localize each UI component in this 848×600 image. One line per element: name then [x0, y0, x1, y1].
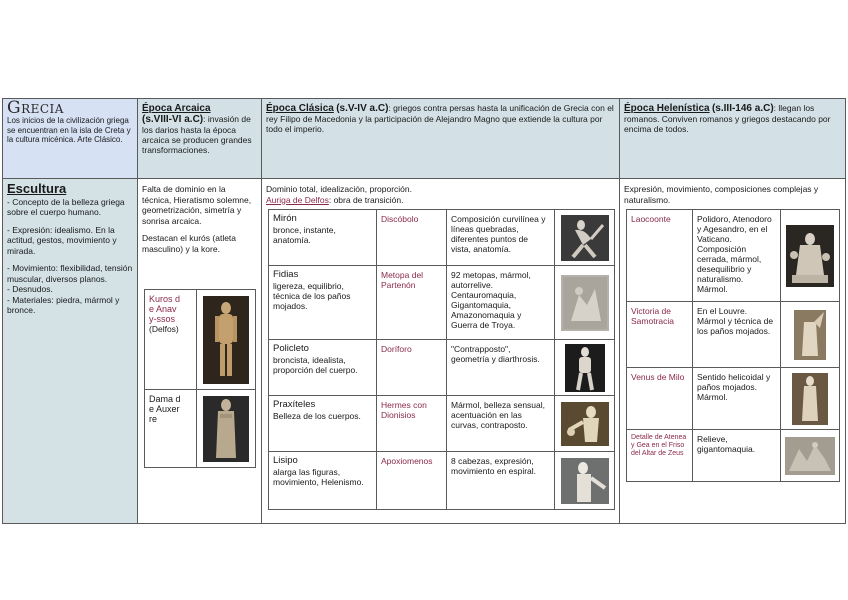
sculptor-traits: Belleza de los cuerpos. — [273, 411, 361, 421]
escultura-point: - Materiales: piedra, mármol y bronce. — [7, 294, 120, 315]
auriga-rest: : obra de transición. — [328, 194, 404, 205]
kuros-image — [203, 296, 249, 384]
table-row — [627, 302, 840, 368]
helenistica-works-table — [626, 209, 840, 482]
clasica-header — [262, 99, 619, 179]
apoxiomenos-image — [561, 458, 609, 504]
helenistica-desc: : llegan los romanos. Conviven romanos y griegos destacando por encima de todos. — [624, 103, 831, 134]
sculptor-name: Mirón — [273, 213, 297, 224]
grecia-column — [3, 99, 138, 523]
arcaica-works-table — [144, 289, 256, 468]
escultura-heading: Escultura — [7, 181, 67, 196]
escultura-point: - Movimiento: flexibilidad, tensión muscular, diversos planos. — [7, 263, 133, 284]
sculptor-traits: bronce, instante, anatomía. — [273, 225, 336, 245]
grecia-header — [3, 99, 137, 179]
discobolo-image — [561, 215, 609, 261]
sculptor-name: Fidias — [273, 269, 299, 280]
sculptor-name: Policleto — [273, 343, 309, 354]
sculptor-traits: alarga las figuras, movimiento, Helenismo. — [273, 467, 364, 487]
table-row — [269, 340, 615, 396]
auriga-link: Auriga de Delfos — [266, 194, 329, 205]
table-row — [627, 430, 840, 482]
hermes-image — [561, 402, 609, 446]
clasica-column — [262, 99, 620, 523]
clasica-works-table — [268, 209, 615, 510]
arcaica-era: Época Arcaica — [142, 103, 211, 114]
escultura-point: - Concepto de la belleza griega sobre el cuerpo humano. — [7, 196, 125, 217]
sculptor-traits: broncista, idealista, proporción del cuerpo. — [273, 355, 358, 375]
dama-auxerre-image — [203, 396, 249, 462]
helenistica-header — [620, 99, 845, 179]
work-name: Doríforo — [381, 344, 412, 354]
work-desc: 8 cabezas, expresión, movimiento en espiral. — [451, 456, 537, 476]
clasica-text1: Dominio total, idealización, proporción. — [266, 184, 412, 194]
work-name: Dama de Auxerre — [149, 394, 181, 424]
victoria-samotracia-image — [794, 310, 826, 360]
grecia-title: Grecia — [7, 98, 64, 118]
arcaica-text1: Falta de dominio en la técnica, Hieratismo solemne, geometrización, simetría y sonrisa arcaica. — [142, 184, 252, 226]
work-name: Kuros de Anavy-ssos — [149, 294, 181, 324]
table-row — [269, 266, 615, 340]
clasica-desc: : griegos contra persas hasta la unificación de Grecia con el rey Filipo de Macedonia y la participación de Alejandro Magno que extiende la cultura por todo el imperio. — [266, 103, 614, 134]
friso-altar-zeus-image — [785, 437, 835, 475]
sculptor-traits: ligereza, equilibrio, técnica de los paños mojados. — [273, 281, 351, 311]
work-name: Laocoonte — [631, 214, 671, 224]
arcaica-text2: Destacan el kurós (atleta masculino) y la kore. — [142, 233, 237, 254]
grecia-intro: Los inicios de la civilización griega se encuentran en la isla de Creta y la cultura micénica. Arte Clásico. — [7, 116, 131, 144]
escultura-point: - Desnudos. — [7, 284, 53, 294]
table-row — [145, 390, 256, 468]
work-name: Hermes con Dionisios — [381, 400, 427, 420]
venus-milo-image — [792, 373, 828, 425]
metopa-image — [561, 275, 609, 331]
escultura-section — [3, 179, 137, 523]
doriforo-image — [565, 344, 605, 392]
art-summary-table — [2, 98, 846, 524]
work-name: Apoxiomenos — [381, 456, 433, 466]
work-name: Victoria de Samotracia — [631, 306, 674, 326]
work-desc: En el Louvre. Mármol y técnica de los paños mojados. — [697, 306, 774, 336]
work-desc: Polidoro, Atenodoro y Agesandro, en el Vaticano. Composición cerrada, mármol, desequilibrio y naturalismo. Mármol. — [697, 214, 772, 294]
helenistica-text1: Expresión, movimiento, composiciones complejas y naturalismo. — [624, 184, 819, 205]
work-desc: Mármol, belleza sensual, acentuación en las curvas, contraposto. — [451, 400, 546, 430]
table-row — [145, 290, 256, 390]
sculptor-name: Praxíteles — [273, 399, 316, 410]
work-note: (Delfos) — [149, 324, 179, 334]
escultura-point: - Expresión: idealismo. En la actitud, gestos, movimiento y mirada. — [7, 224, 117, 256]
sculptor-name: Lisipo — [273, 455, 298, 466]
arcaica-dates: (s.VIII-VI a.C) — [142, 114, 204, 125]
helenistica-column — [620, 99, 845, 523]
arcaica-column — [138, 99, 262, 523]
helenistica-era: Época Helenística — [624, 103, 710, 114]
work-name: Metopa del Partenón — [381, 270, 424, 290]
clasica-era: Época Clásica — [266, 103, 334, 114]
work-desc: 92 metopas, mármol, autorrelive. Centauromaquia, Gigantomaquia, Amazonomaquia y Guerra de Troya. — [451, 270, 531, 330]
arcaica-desc: : invasión de los darios hasta la época arcaica se producen grandes transformaciones. — [142, 114, 252, 155]
clasica-dates: (s.V-IV a.C) — [336, 103, 389, 114]
work-name: Detalle de Atenea y Gea en el Friso del Altar de Zeus — [631, 434, 687, 457]
work-desc: Relieve, gigantomaquia. — [697, 434, 756, 454]
laocoonte-image — [786, 225, 834, 287]
arcaica-header — [138, 99, 261, 179]
table-row — [627, 210, 840, 302]
work-name: Discóbolo — [381, 214, 419, 224]
table-row — [269, 396, 615, 452]
table-row — [627, 368, 840, 430]
table-row — [269, 210, 615, 266]
work-desc: Composición curvilínea y líneas quebradas, diferentes puntos de vista, anatomía. — [451, 214, 546, 254]
helenistica-dates: (s.III-146 a.C) — [711, 103, 774, 114]
work-name: Venus de Milo — [631, 372, 685, 382]
work-desc: "Contrapposto", geometría y diarthrosis. — [451, 344, 540, 364]
work-desc: Sentido helicoidal y paños mojados. Mármol. — [697, 372, 771, 402]
table-row — [269, 452, 615, 510]
